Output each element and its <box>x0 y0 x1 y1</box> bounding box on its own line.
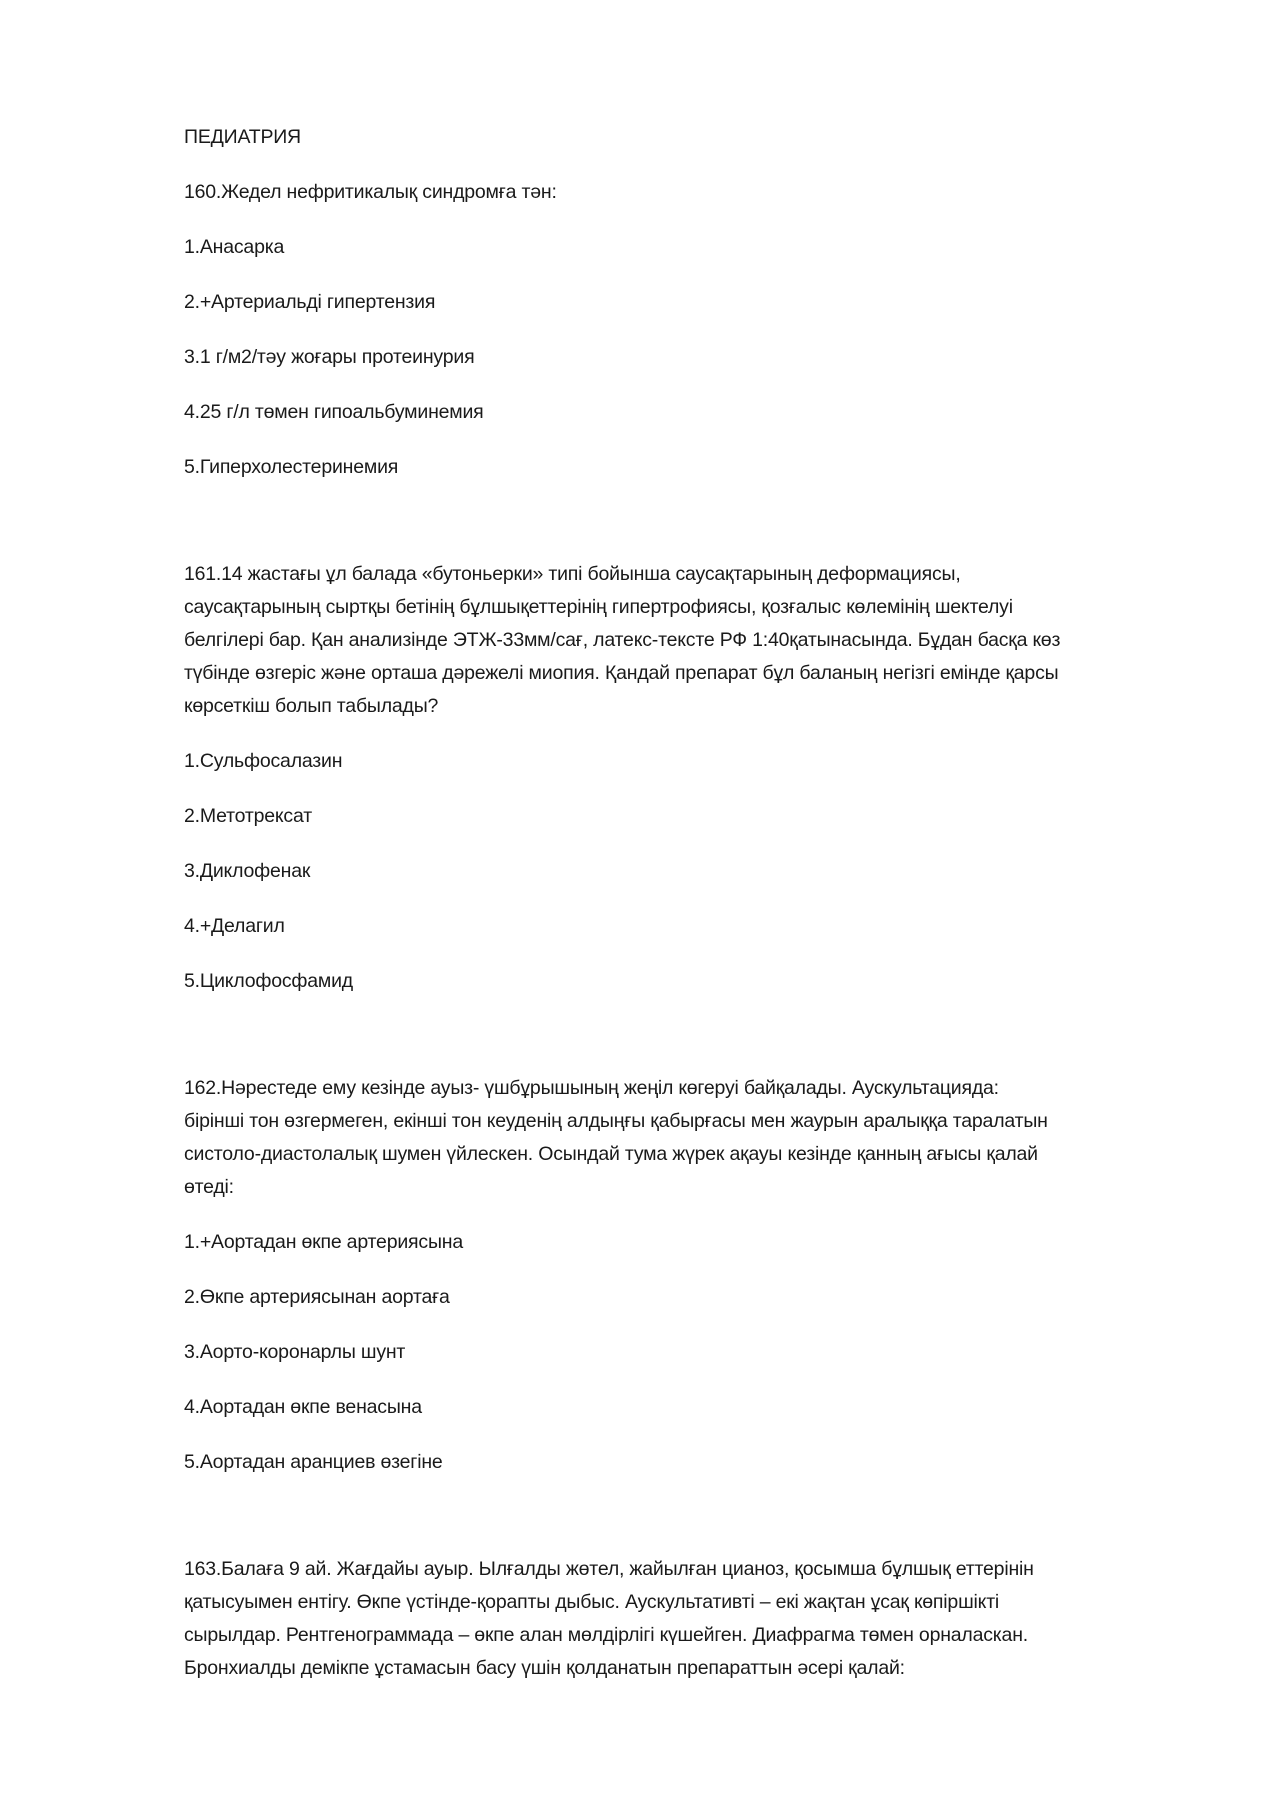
answer-option: 4.25 г/л төмен гипоальбуминемия <box>184 401 484 423</box>
answer-option: 1.+Аортадан өкпе артериясына <box>184 1231 463 1253</box>
question-line: 161.14 жастағы ұл балада «бутоньерки» типі бойынша саусақтарының деформациясы, <box>184 563 961 585</box>
answer-option: 5.Циклофосфамид <box>184 970 353 992</box>
question-list <box>184 176 1280 1685</box>
answer-option: 3.Диклофенак <box>184 860 311 882</box>
question-line: бірінші тон өзгермеген, екінші тон кеуденің алдыңғы қабырғасы мен жаурын аралыққа таралатын <box>184 1110 1048 1132</box>
question-block <box>184 1553 1280 1685</box>
blank-paragraph <box>184 1501 1280 1553</box>
question-line: Бронхиалды демікпе ұстамасын басу үшін қолданатын препараттын әсері қалай: <box>184 1657 905 1679</box>
answer-option: 3.1 г/м2/тәу жоғары протеинурия <box>184 346 475 368</box>
question-line: систоло-диастолалық шумен үйлескен. Осындай тума жүрек ақауы кезінде қанның ағысы қалай <box>184 1143 1038 1165</box>
answer-option: 1.Анасарка <box>184 236 285 258</box>
question-block <box>184 558 1280 1072</box>
question-text <box>184 558 1280 723</box>
blank-paragraph <box>184 506 1280 558</box>
question-line: түбінде өзгеріс және орташа дәрежелі миопия. Қандай препарат бұл баланың негізгі емінде қарсы <box>184 662 1059 684</box>
answer-option: 2.Өкпе артериясынан аортаға <box>184 1286 450 1308</box>
question-block <box>184 1072 1280 1553</box>
answer-option: 2.+Артериальді гипертензия <box>184 291 436 313</box>
answer-option: 5.Гиперхолестеринемия <box>184 456 399 478</box>
question-line: сырылдар. Рентгенограммада – өкпе алан мөлдірлігі күшейген. Диафрагма төмен орналаскан. <box>184 1624 1028 1646</box>
question-text <box>184 176 1280 209</box>
question-line: 160.Жедел нефритикалық синдромға тән: <box>184 181 557 203</box>
question-line: саусақтарының сыртқы бетінің бұлшықеттерінің гипертрофиясы, қозғалыс көлемінің шектелуі <box>184 596 1013 618</box>
question-line: қатысуымен ентігу. Өкпе үстінде-қорапты дыбыс. Аускультативті – екі жақтан ұсақ көпіршікті <box>184 1591 1000 1613</box>
question-line: 163.Балаға 9 ай. Жағдайы ауыр. Ылғалды жөтел, жайылған цианоз, қосымша бұлшық еттерінін <box>184 1558 1034 1580</box>
question-text <box>184 1072 1280 1204</box>
answer-option: 1.Сульфосалазин <box>184 750 343 772</box>
question-line: өтеді: <box>184 1176 234 1198</box>
answer-option: 2.Метотрексат <box>184 805 312 827</box>
question-line: 162.Нәрестеде ему кезінде ауыз- үшбұрышының жеңіл көгеруі байқалады. Аускультацияда: <box>184 1077 999 1099</box>
document-title: ПЕДИАТРИЯ <box>184 126 301 148</box>
question-line: белгілері бар. Қан анализінде ЭТЖ-33мм/сағ, латекс-тексте РФ 1:40қатынасында. Бұдан басқа көз <box>184 629 1061 651</box>
question-block <box>184 176 1280 558</box>
answer-option: 4.+Делагил <box>184 915 285 937</box>
question-line: көрсеткіш болып табылады? <box>184 695 439 717</box>
answer-option: 5.Аортадан аранциев өзегіне <box>184 1451 443 1473</box>
blank-paragraph <box>184 1020 1280 1072</box>
answer-option: 4.Аортадан өкпе венасына <box>184 1396 422 1418</box>
answer-option: 3.Аорто-коронарлы шунт <box>184 1341 406 1363</box>
question-text <box>184 1553 1280 1685</box>
